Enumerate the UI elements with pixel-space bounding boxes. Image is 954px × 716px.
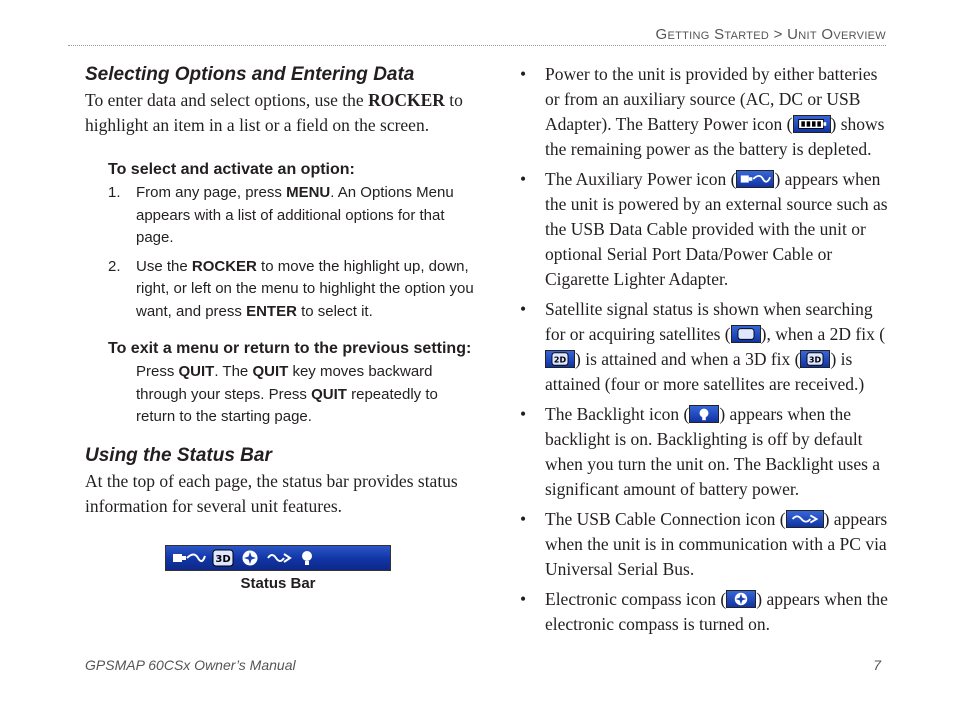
3d-fix-icon: [800, 350, 830, 368]
step-1-key: MENU: [286, 184, 331, 201]
satellite-icon: [731, 325, 761, 343]
backlight-icon: [689, 405, 719, 423]
compass-text-b: ) appears when the electronic compass is turned on.: [545, 589, 888, 634]
exit-text: [108, 361, 480, 429]
footer-manual-title: GPSMAP 60CSx Owner’s Manual: [85, 657, 296, 673]
sat-text-c: ) is attained and when a 3D fix (: [575, 349, 801, 369]
step-1-number: 1.: [108, 184, 121, 201]
exit-text-d: repeatedly to return to the starting page.: [136, 385, 438, 425]
selecting-intro: [85, 88, 480, 138]
footer-page-number: 7: [873, 657, 881, 673]
bullet-usb-connection: [520, 507, 890, 582]
backlight-icon: [298, 549, 316, 567]
step-2-key-enter: ENTER: [246, 302, 297, 320]
battery-text-b: ) shows the remaining power as the battery is depleted.: [545, 114, 885, 159]
bullet-aux-power: [520, 167, 890, 292]
bullet-satellite-status: [520, 297, 890, 397]
right-column: [520, 62, 890, 642]
usb-text-a: The USB Cable Connection icon (: [545, 509, 786, 529]
heading-selecting-options: Selecting Options and Entering Data: [85, 64, 415, 85]
step-1-text-b: . An Options Menu appears with a list of additional options for that page.: [136, 184, 454, 246]
step-2: [108, 256, 480, 324]
exit-key-1: QUIT: [178, 363, 215, 380]
header-section: Getting Started: [655, 26, 770, 43]
heading-exit-menu: To exit a menu or return to the previous setting:: [108, 340, 472, 357]
bullet-battery-power: [520, 62, 890, 162]
sat-text-d: ) is attained (four or more satellites are received.): [545, 349, 865, 394]
aux-text-a: The Auxiliary Power icon (: [545, 169, 737, 189]
step-2-number: 2.: [108, 257, 121, 275]
status-bar-image: [165, 545, 391, 571]
bullet-compass: [520, 587, 890, 637]
step-2-key-rocker: ROCKER: [191, 257, 257, 275]
exit-text-c: key moves backward through your steps. Press: [136, 363, 433, 403]
intro-text-b: to highlight an item in a list or a field on the screen.: [85, 90, 463, 135]
intro-text-a: To enter data and select options, use the: [85, 90, 369, 110]
intro-key-rocker: ROCKER: [368, 90, 445, 110]
2d-fix-icon: [545, 350, 575, 368]
aux-power-icon: [172, 549, 206, 567]
aux-power-icon: [736, 170, 774, 188]
header-divider: [68, 45, 886, 46]
usb-icon: [786, 510, 824, 528]
step-2-text-c: to select it.: [296, 302, 373, 320]
3d-fix-label: 3D: [809, 355, 822, 365]
exit-key-3: QUIT: [311, 385, 347, 403]
compass-icon: [726, 590, 756, 608]
exit-text-b: . The: [214, 363, 253, 380]
step-2-text-a: Use the: [136, 257, 192, 275]
aux-text-b: ) appears when the unit is powered by an external source such as the USB Data Cable provided with the unit or optional Serial Port Data/Power Cable or Cigarette Lighter Adapter.: [545, 169, 888, 289]
battery-icon: [793, 115, 831, 133]
header-subsection: Unit Overview: [787, 26, 886, 43]
status-bar-intro: At the top of each page, the status bar provides status information for several unit features.: [85, 470, 458, 516]
step-1-text-a: From any page, press: [136, 184, 287, 201]
2d-fix-label: 2D: [553, 355, 567, 365]
left-column: [85, 62, 480, 592]
status-bar-caption: Status Bar: [240, 574, 316, 592]
3d-fix-icon: [212, 549, 234, 567]
exit-text-a: Press: [136, 363, 179, 380]
header-separator: >: [769, 26, 788, 43]
activate-section: [108, 158, 480, 429]
compass-icon: [240, 549, 260, 567]
exit-key-2: QUIT: [252, 363, 289, 380]
status-bar-3d-label: 3D: [215, 553, 231, 565]
compass-text-a: Electronic compass icon (: [545, 589, 727, 609]
heading-status-bar: Using the Status Bar: [85, 444, 272, 466]
battery-text-a: Power to the unit is provided by either batteries or from an auxiliary source (AC, DC or USB Adapter). The Battery Power icon (: [545, 64, 878, 134]
step-2-text-b: to move the highlight up, down, right, or left on the menu to highlight the option you want, and press: [136, 257, 474, 320]
sat-text-b: ), when a 2D fix (: [760, 324, 886, 344]
bullet-backlight: [520, 402, 890, 502]
usb-icon: [266, 549, 292, 567]
usb-text-b: ) appears when the unit is in communication with a PC via Universal Serial Bus.: [545, 509, 888, 579]
sat-text-a: Satellite signal status is shown when searching for or acquiring satellites (: [545, 299, 873, 344]
heading-activate-option: To select and activate an option:: [108, 161, 355, 178]
backlight-text-b: ) appears when the backlight is on. Backlighting is off by default when you turn the unit on. The Backlight uses a significant amount of battery power.: [545, 404, 881, 499]
backlight-text-a: The Backlight icon (: [545, 404, 690, 424]
running-header: [656, 26, 886, 43]
step-1: [108, 182, 480, 250]
